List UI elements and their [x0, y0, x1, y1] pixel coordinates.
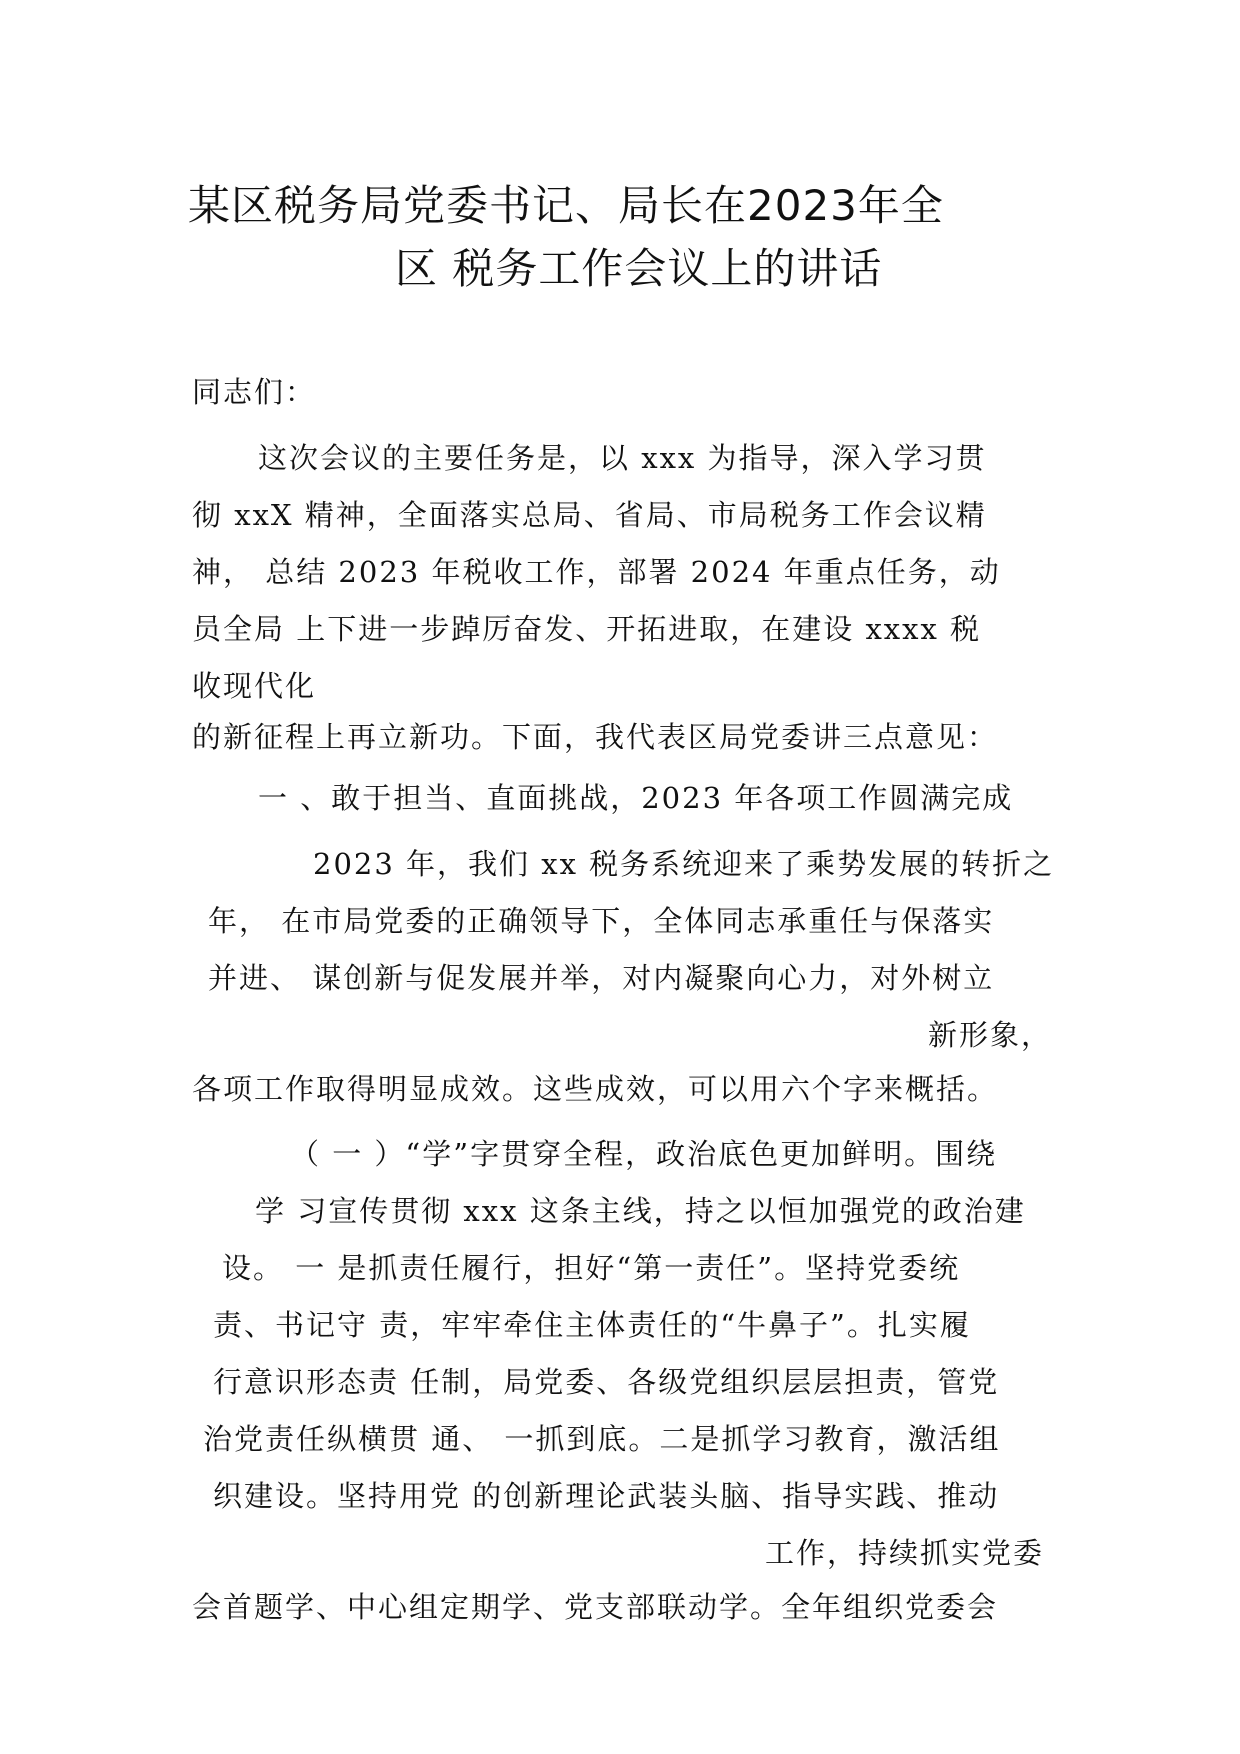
paragraph-line: 彻 xxX 精神，全面落实总局、省局、市局税务工作会议精	[192, 498, 987, 532]
paragraph-line: 2023 年，我们 xx 税务系统迎来了乘势发展的转折之	[313, 847, 1055, 881]
paragraph-line: 各项工作取得明显成效。这些成效，可以用六个字来概括。	[192, 1072, 999, 1106]
document-title-line-1: 某区税务局党委书记、局长在2023年全	[188, 181, 944, 230]
paragraph-line: 学 习宣传贯彻 xxx 这条主线，持之以恒加强党的政治建	[255, 1194, 1026, 1228]
paragraph-line: 年， 在市局党委的正确领导下，全体同志承重任与保落实	[208, 904, 995, 938]
paragraph-line: 责、书记守 责，牢牢牵住主体责任的“牛鼻子”。扎实履	[213, 1308, 971, 1342]
paragraph-line: 设。 一 是抓责任履行，担好“第一责任”。坚持党委统	[222, 1251, 961, 1285]
paragraph-line: 的新征程上再立新功。下面，我代表区局党委讲三点意见：	[192, 720, 999, 754]
paragraph-line: 新形象，	[927, 1018, 1052, 1052]
paragraph-line: 收现代化	[192, 669, 317, 703]
section-heading: 一 、敢于担当、直面挑战，2023 年各项工作圆满完成	[258, 781, 1014, 815]
paragraph-line: 工作，持续抓实党委	[764, 1536, 1044, 1570]
paragraph-line: 神， 总结 2023 年税收工作，部署 2024 年重点任务，动	[192, 555, 1001, 589]
paragraph-line: 织建设。坚持用党 的创新理论武装头脑、指导实践、推动	[213, 1479, 1000, 1513]
subsection-heading: （ 一 ）“学”字贯穿全程，政治底色更加鲜明。围绕	[290, 1137, 998, 1171]
paragraph-line: 并进、 谋创新与促发展并举，对内凝聚向心力，对外树立	[208, 961, 995, 995]
paragraph-line: 会首题学、中心组定期学、党支部联动学。全年组织党委会	[192, 1590, 999, 1624]
paragraph-line: 治党责任纵横贯 通、 一抓到底。二是抓学习教育，激活组	[203, 1422, 1001, 1456]
paragraph-line: 行意识形态责 任制，局党委、各级党组织层层担责，管党	[213, 1365, 1000, 1399]
paragraph-line: 员全局 上下进一步踔厉奋发、开拓进取，在建设 xxxx 税	[192, 612, 982, 646]
document-title-line-2: 区 税务工作会议上的讲话	[395, 244, 883, 293]
salutation: 同志们：	[192, 375, 317, 409]
paragraph-line: 这次会议的主要任务是，以 xxx 为指导，深入学习贯	[258, 441, 987, 475]
